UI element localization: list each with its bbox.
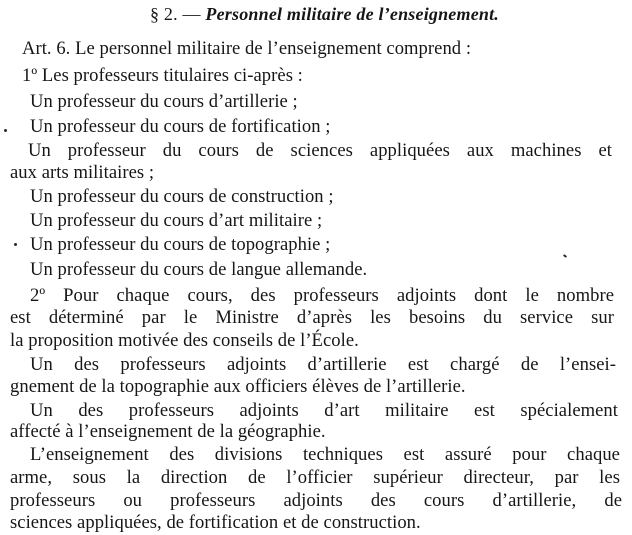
list-item: Un professeur du cours de langue allemande. (30, 259, 368, 280)
article-6-intro: Art. 6. Le personnel militaire de l’enseignement comprend : (22, 38, 472, 59)
list-item: Un professeur du cours d’artillerie ; (30, 91, 298, 112)
section-heading (150, 3, 499, 25)
item-2-paragraph: 2º Pour chaque cours, des professeurs adjoints dont le nombre (30, 285, 614, 306)
item-1-intro: 1º Les professeurs titulaires ci-après : (22, 65, 303, 86)
technical-divisions-paragraph: professeurs ou professeurs adjoints des cours d’artillerie, de (10, 490, 622, 511)
section-number: § 2. — (150, 4, 201, 24)
technical-divisions-paragraph: sciences appliquées, de fortification et de construction. (10, 512, 421, 533)
list-item-continuation: aux arts militaires ; (10, 162, 155, 183)
artillery-paragraph: gnement de la topographie aux officiers élèves de l’artillerie. (10, 376, 466, 397)
military-art-paragraph: Un des professeurs adjoints d’art militaire est spécialement (30, 400, 618, 421)
list-item: Un professeur du cours de fortification ; (30, 116, 331, 137)
section-title: Personnel militaire de l’enseignement. (205, 4, 499, 24)
technical-divisions-paragraph: arme, sous la direction de l’officier supérieur directeur, par les (10, 467, 620, 488)
scan-speck (563, 254, 567, 258)
technical-divisions-paragraph: L’enseignement des divisions techniques est assuré pour chaque (30, 444, 620, 465)
list-item: Un professeur du cours de construction ; (30, 186, 334, 207)
item-2-paragraph: la proposition motivée des conseils de l’École. (10, 330, 359, 351)
artillery-paragraph: Un des professeurs adjoints d’artillerie est chargé de l’ensei- (30, 354, 616, 375)
item-2-paragraph: est déterminé par le Ministre d’après les besoins du service sur (10, 307, 614, 328)
military-art-paragraph: affecté à l’enseignement de la géographie. (10, 421, 326, 442)
scan-speck (14, 243, 17, 246)
scan-speck (4, 129, 7, 132)
list-item: Un professeur du cours de sciences appliquées aux machines et (28, 140, 612, 161)
list-item: Un professeur du cours de topographie ; (30, 234, 331, 255)
list-item: Un professeur du cours d’art militaire ; (30, 210, 323, 231)
